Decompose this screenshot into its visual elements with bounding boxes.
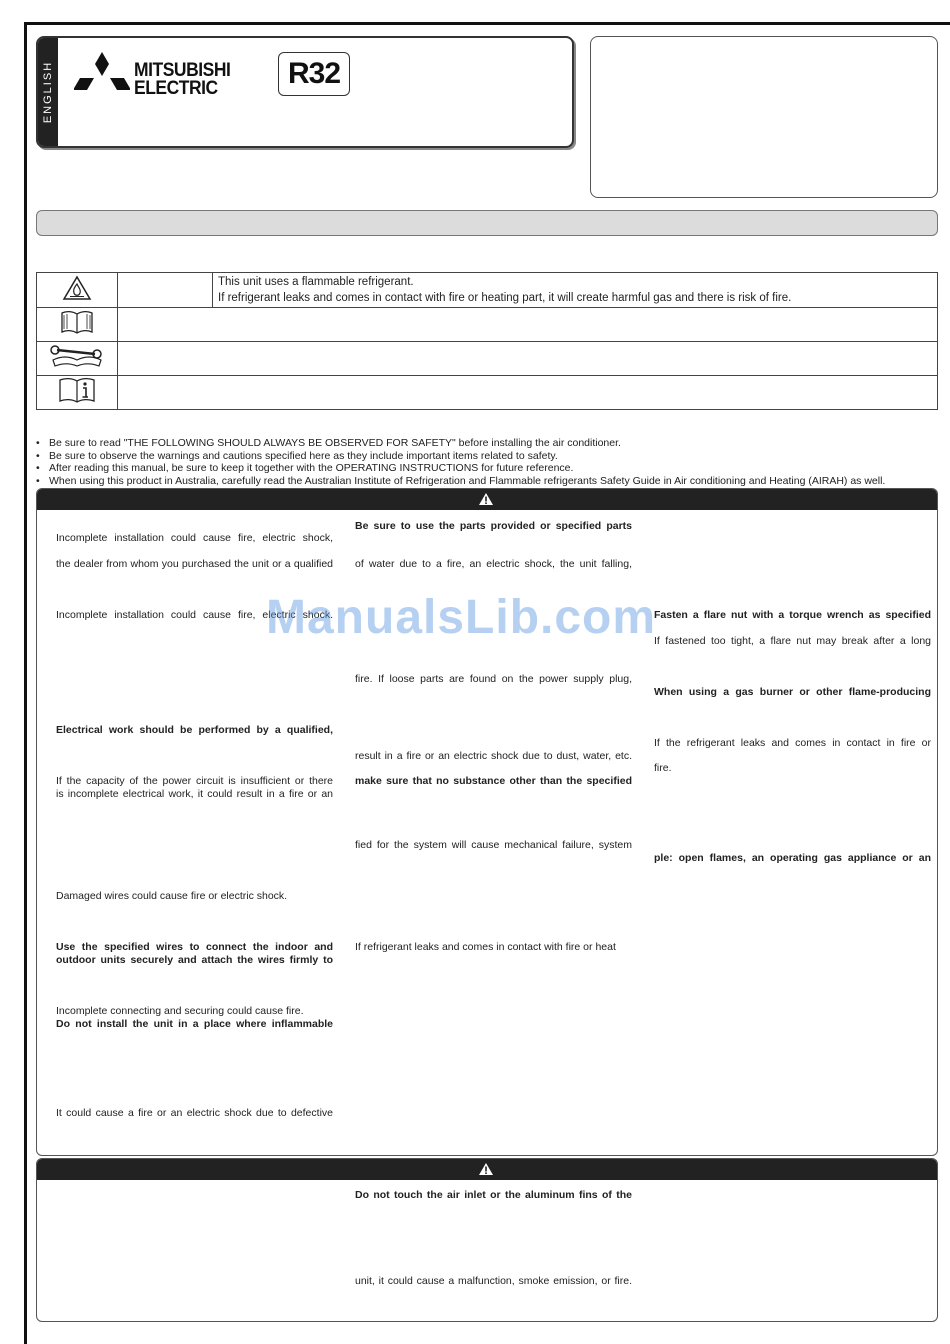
- warning-text-line: fire. If loose parts are found on the power supply plug,: [355, 673, 632, 685]
- warning-text-line: If refrigerant leaks and comes in contact with fire or heat: [355, 941, 616, 953]
- symbol-description: [118, 342, 938, 376]
- warning-text-line: If fastened too tight, a flare nut may break after a long: [654, 635, 931, 647]
- warning-text-line: Fasten a flare nut with a torque wrench as specified: [654, 609, 931, 621]
- symbol-description: [118, 308, 938, 342]
- symbol-row: [37, 308, 938, 342]
- warning-text-line: Do not install the unit in a place where inflammable: [56, 1018, 333, 1030]
- symbol-row: [37, 376, 938, 410]
- page-frame-left: [24, 22, 27, 1344]
- caution-panel: [36, 1158, 938, 1322]
- page-frame-top: [24, 22, 950, 25]
- warning-text-line: Use the specified wires to connect the indoor and: [56, 941, 333, 953]
- caution-header-bar: [37, 1159, 937, 1180]
- caution-text-line: unit, it could cause a malfunction, smoke emission, or fire.: [355, 1275, 632, 1287]
- warning-text-line: Incomplete installation could cause fire, electric shock,: [56, 532, 333, 544]
- caution-triangle-icon: [478, 1162, 494, 1176]
- warning-text-line: the dealer from whom you purchased the unit or a qualified: [56, 558, 333, 570]
- service-manual-wrench-icon: [47, 342, 107, 370]
- symbol-row: [37, 342, 938, 376]
- warning-text-line: If the refrigerant leaks and comes in contact in fire or: [654, 737, 931, 749]
- warning-header-bar: [37, 489, 937, 510]
- warning-text-line: outdoor units securely and attach the wires firmly to: [56, 954, 333, 966]
- watermark: ManualsLib.com: [266, 591, 657, 644]
- symbol-icon-cell: [37, 342, 118, 376]
- symbol-icon-cell: [37, 376, 118, 410]
- refrigerant-badge: R32: [278, 52, 350, 96]
- symbol-description-line: This unit uses a flammable refrigerant.: [218, 276, 414, 288]
- warning-text-line: Incomplete connecting and securing could cause fire.: [56, 1005, 304, 1017]
- brand-name: MITSUBISHI ELECTRIC: [134, 60, 231, 99]
- symbol-icon-cell: [37, 273, 118, 308]
- symbol-description: [213, 273, 938, 308]
- warning-text-line: Be sure to use the parts provided or specified parts: [355, 520, 632, 532]
- symbol-description-line: If refrigerant leaks and comes in contact with fire or heating part, it will create harmful gas and there is risk of fire.: [218, 292, 792, 304]
- warning-text-line: Electrical work should be performed by a qualified,: [56, 724, 333, 736]
- warning-triangle-icon: [478, 492, 494, 506]
- information-book-icon: [57, 376, 97, 404]
- three-diamonds-logo-icon: [74, 50, 130, 98]
- warning-text-line: ple: open flames, an operating gas appliance or an: [654, 852, 931, 864]
- warning-text-line: fire.: [654, 762, 672, 774]
- warning-text-line: fied for the system will cause mechanical failure, system: [355, 839, 632, 851]
- warning-text-line: make sure that no substance other than the specified: [355, 775, 632, 787]
- safety-note: • Be sure to observe the warnings and cautions specified here as they include important items related to safety.: [36, 450, 946, 463]
- safety-note: • After reading this manual, be sure to keep it together with the OPERATING INSTRUCTIONS for future reference.: [36, 462, 946, 475]
- flammable-warning-icon: [62, 275, 92, 301]
- safety-note: • When using this product in Australia, carefully read the Australian Institute of Refrigeration and Flammable refrigerants Safety Guide in Air conditioning and Heating (AIRAH) as well.: [36, 475, 946, 488]
- safety-notes: [36, 437, 946, 487]
- warning-text-line: is incomplete electrical work, it could result in a fire or an: [56, 788, 333, 800]
- language-label: ENGLISH: [42, 60, 54, 124]
- language-strip: [38, 38, 58, 146]
- warning-panel: [36, 488, 938, 1156]
- section-title-bar: [36, 210, 938, 236]
- warning-text-line: of water due to a fire, an electric shock, the unit falling,: [355, 558, 632, 570]
- symbol-description: [118, 376, 938, 410]
- warning-text-line: If the capacity of the power circuit is insufficient or there: [56, 775, 333, 787]
- warning-text-line: result in a fire or an electric shock due to dust, water, etc.: [355, 750, 632, 762]
- warning-text-line: Damaged wires could cause fire or electric shock.: [56, 890, 288, 902]
- warning-text-line: When using a gas burner or other flame-producing: [654, 686, 931, 698]
- warning-text-line: It could cause a fire or an electric shock due to defective: [56, 1107, 333, 1119]
- safety-note: • Be sure to read "THE FOLLOWING SHOULD ALWAYS BE OBSERVED FOR SAFETY" before installing the air conditioner.: [36, 437, 946, 450]
- warning-text-line: Incomplete installation could cause fire, electric shock.: [56, 609, 333, 621]
- header-box: [36, 36, 574, 148]
- symbol-row: [37, 273, 938, 308]
- model-info-box: [590, 36, 938, 198]
- symbol-icon-cell: [37, 308, 118, 342]
- symbol-table: [36, 272, 938, 410]
- manual-book-icon: [59, 309, 95, 335]
- caution-text-line: Do not touch the air inlet or the aluminum fins of the: [355, 1189, 632, 1201]
- symbol-name-cell: [118, 273, 213, 308]
